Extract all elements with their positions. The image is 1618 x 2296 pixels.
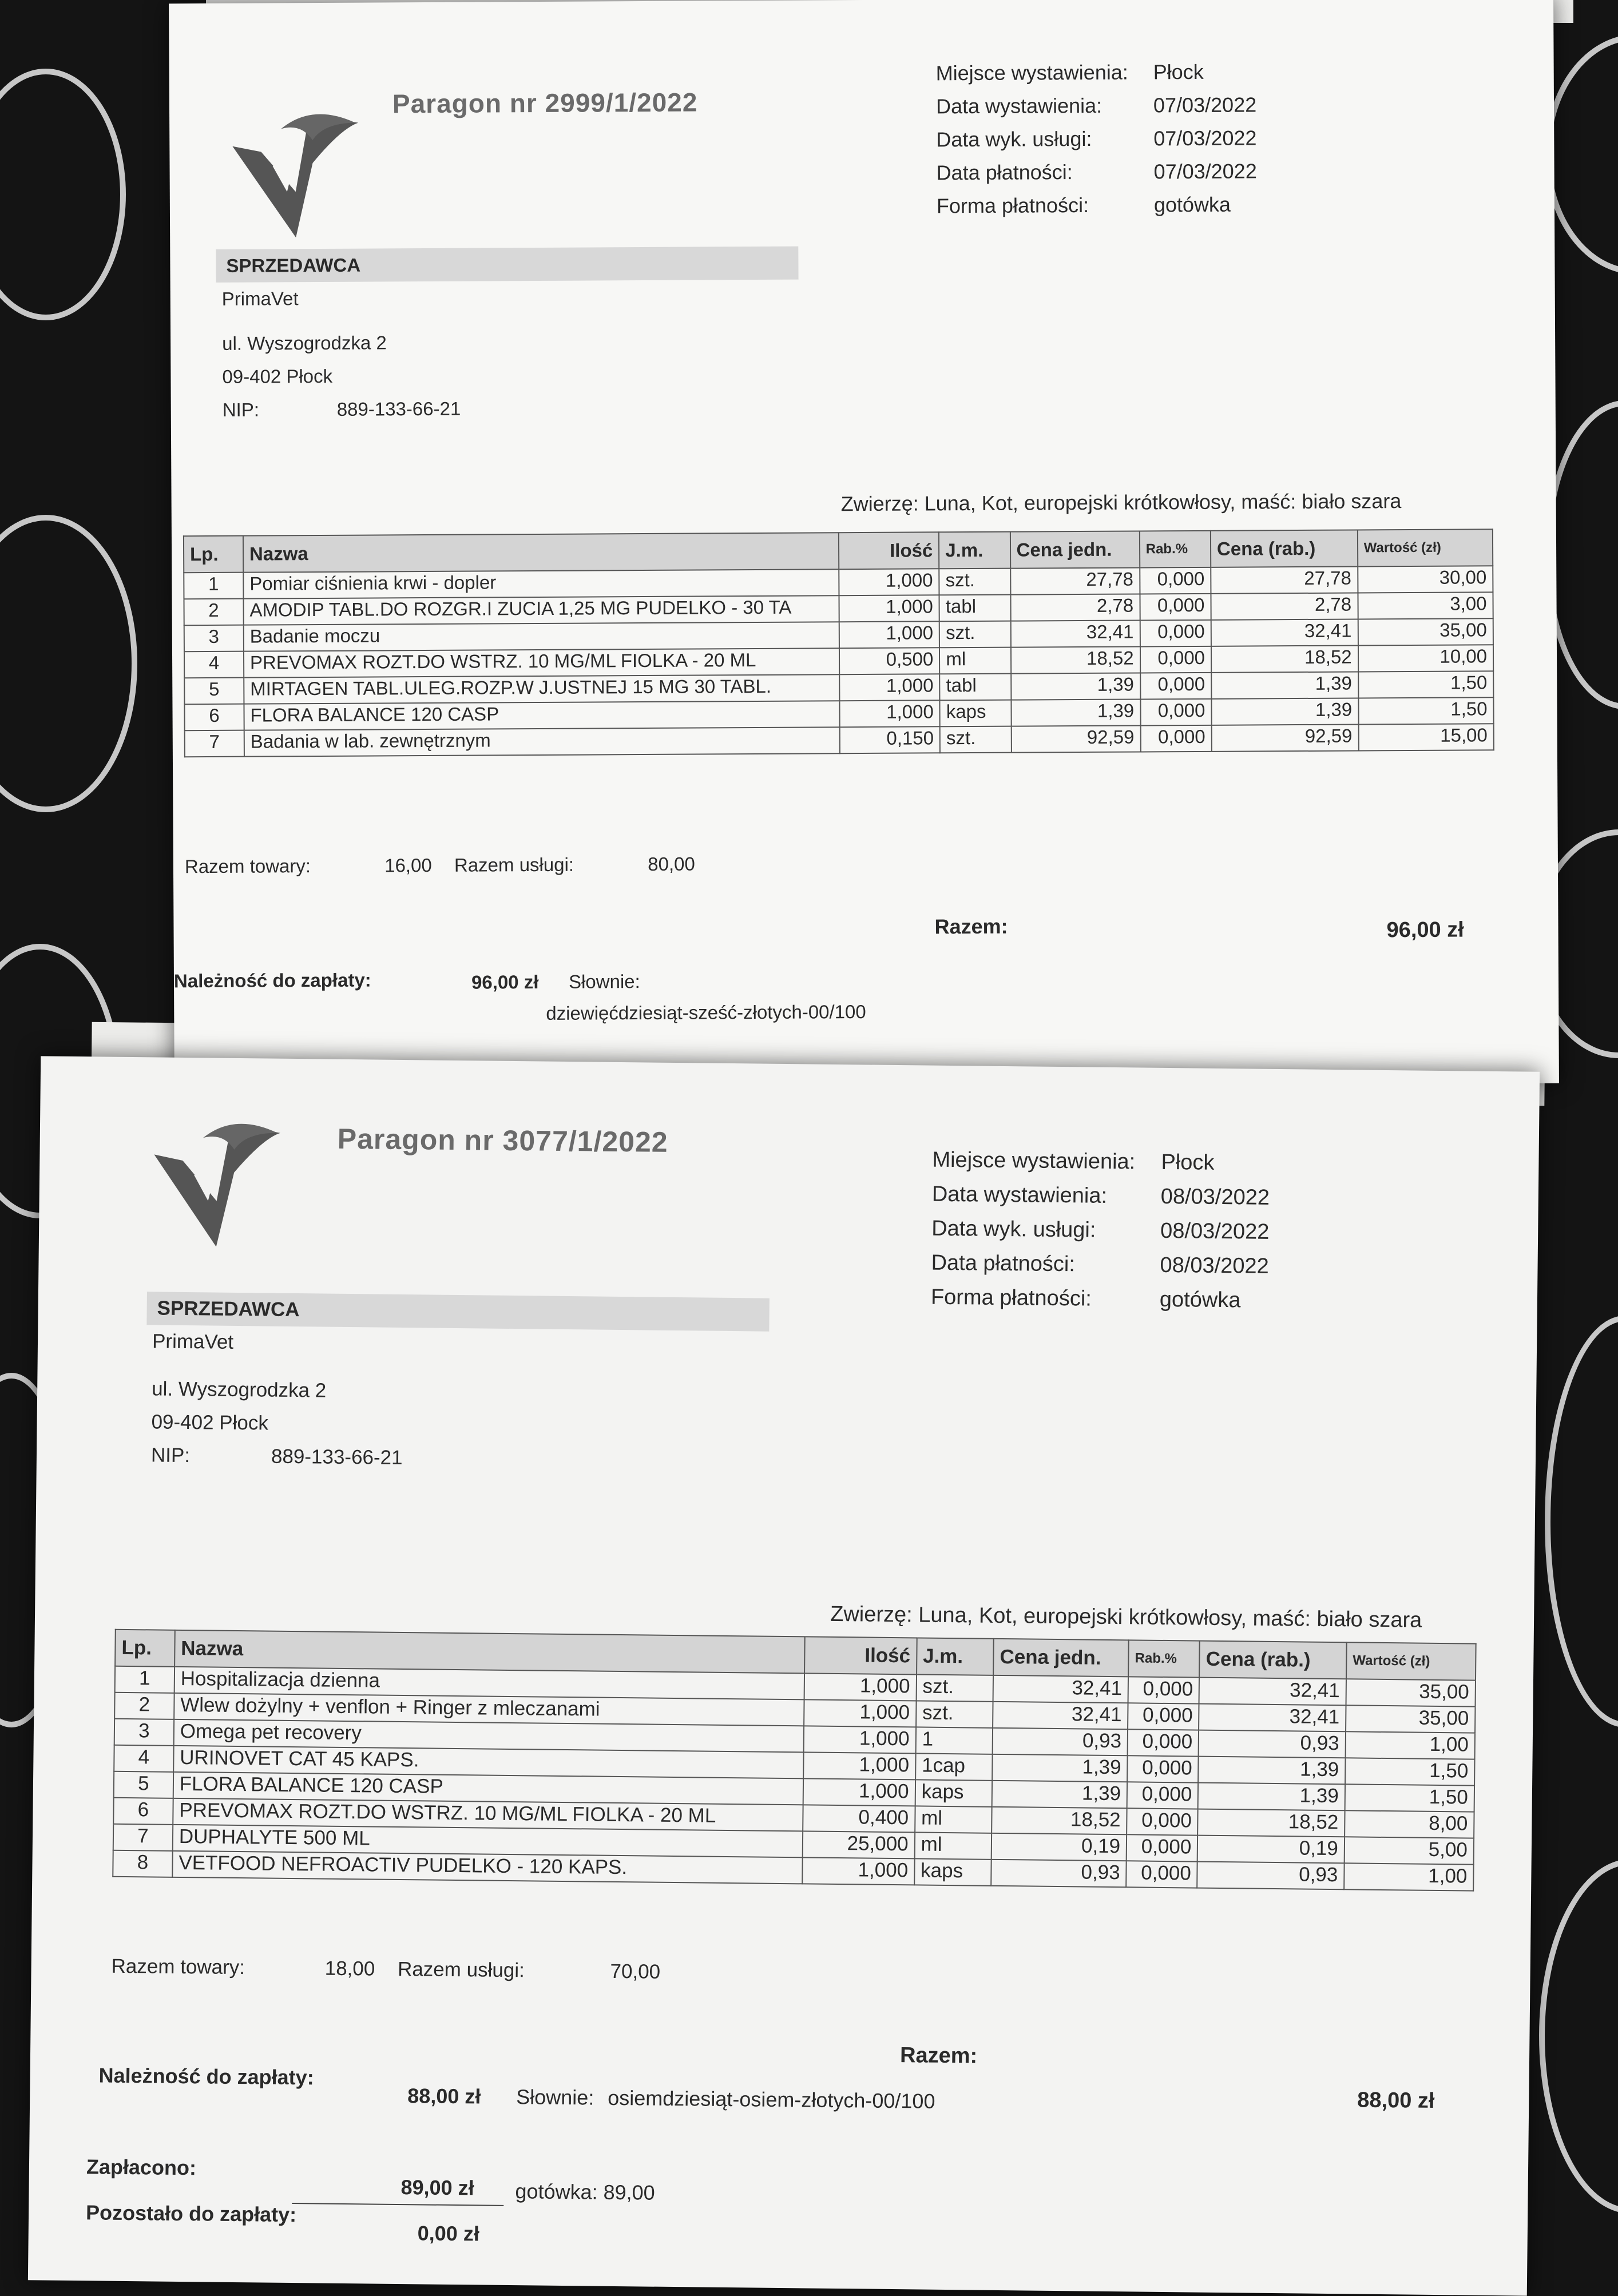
- cell-value: 30,00: [1358, 566, 1493, 593]
- naleznosc-value: 88,00 zł: [407, 2084, 481, 2108]
- cell-name: FLORA BALANCE 120 CASP: [173, 1772, 804, 1805]
- cell-rab: 0,000: [1128, 1677, 1200, 1703]
- meta-label: Miejsce wystawienia:: [932, 1147, 1136, 1174]
- col-header: J.m.: [939, 532, 1010, 569]
- cell-rab: 0,000: [1127, 1834, 1198, 1861]
- cell-price: 32,41: [1010, 620, 1140, 647]
- meta-row: [931, 1280, 1269, 1318]
- meta-label: Data płatności:: [931, 1250, 1076, 1277]
- cell-lp: 4: [184, 652, 244, 678]
- col-header: Rab.%: [1128, 1640, 1200, 1677]
- cell-name: Omega pet recovery: [173, 1719, 804, 1753]
- razem-uslugi-value: 70,00: [610, 1960, 661, 1983]
- cell-name: DUPHALYTE 500 ML: [173, 1825, 803, 1858]
- meta-label: Miejsce wystawienia:: [935, 60, 1128, 85]
- seller-heading: SPRZEDAWCA: [146, 1292, 770, 1331]
- cell-qty: 1,000: [839, 621, 939, 648]
- seller-heading: SPRZEDAWCA: [216, 247, 798, 283]
- cell-unit: 1: [915, 1727, 993, 1754]
- cell-qty: 0,400: [803, 1805, 915, 1832]
- col-header: J.m.: [917, 1638, 994, 1675]
- cell-unit: kaps: [915, 1779, 992, 1806]
- razem-uslugi-label: Razem usługi:: [397, 1957, 525, 1982]
- meta-value: 08/03/2022: [1160, 1218, 1270, 1244]
- cell-price-rab: 1,39: [1199, 1757, 1346, 1785]
- cell-rab: 0,000: [1127, 1782, 1199, 1809]
- cell-name: Badania w lab. zewnętrznym: [244, 727, 840, 756]
- meta-row: [931, 1211, 1270, 1249]
- cell-price-rab: 1,39: [1198, 1783, 1345, 1811]
- cell-rab: 0,000: [1128, 1703, 1199, 1730]
- cell-name: Hospitalizacja dzienna: [174, 1667, 804, 1700]
- naleznosc-value: 96,00 zł: [471, 971, 539, 993]
- fabric-swirl: [1545, 1316, 1618, 1727]
- cell-price: 0,19: [992, 1833, 1127, 1861]
- cell-price-rab: 1,39: [1211, 672, 1358, 698]
- cell-lp: 3: [184, 625, 244, 652]
- col-header: Cena (rab.): [1199, 1641, 1346, 1679]
- cell-lp: 8: [113, 1850, 172, 1877]
- naleznosc-label: Należność do zapłaty:: [173, 969, 371, 992]
- cell-rab: 0,000: [1140, 725, 1212, 752]
- razem-towary-value: 16,00: [384, 854, 432, 876]
- razem-towary-label: Razem towary:: [184, 855, 311, 877]
- cell-qty: 1,000: [803, 1778, 915, 1806]
- cell-qty: 1,000: [803, 1752, 915, 1779]
- cell-lp: 1: [184, 573, 243, 599]
- cell-lp: 4: [114, 1745, 173, 1772]
- cell-value: 15,00: [1358, 724, 1494, 750]
- col-header: Cena jedn.: [1010, 531, 1139, 568]
- cell-price: 18,52: [1010, 646, 1140, 673]
- meta-row: [936, 154, 1256, 189]
- seller-street: ul. Wyszogrodzka 2: [222, 332, 387, 354]
- clinic-logo-icon: [227, 106, 364, 244]
- seller-nip-row: [223, 391, 799, 427]
- cell-price: 32,41: [993, 1675, 1129, 1703]
- cell-name: MIRTAGEN TABL.ULEG.ROZP.W J.USTNEJ 15 MG 30 TABL.: [244, 674, 839, 704]
- razem-value: 96,00 zł: [1386, 917, 1464, 943]
- meta-value: 08/03/2022: [1160, 1184, 1270, 1210]
- cell-lp: 1: [115, 1666, 175, 1693]
- cell-value: 1,00: [1345, 1731, 1475, 1759]
- receipt-meta: [936, 55, 1258, 223]
- receipt-sheet-1: [169, 0, 1559, 1090]
- cell-price: 2,78: [1010, 594, 1140, 621]
- meta-value: gotówka: [1159, 1287, 1241, 1313]
- animal-info: Zwierzę: Luna, Kot, europejski krótkowłosy, maść: biało szara: [840, 489, 1402, 516]
- cell-unit: ml: [915, 1806, 992, 1833]
- seller-name: PrimaVet: [221, 288, 299, 309]
- cell-price: 1,39: [992, 1754, 1128, 1782]
- cell-name: PREVOMAX ROZT.DO WSTRZ. 10 MG/ML FIOLKA - 20 ML: [173, 1798, 803, 1832]
- cell-name: FLORA BALANCE 120 CASP: [244, 701, 839, 730]
- cell-value: 1,50: [1345, 1784, 1475, 1812]
- cell-name: URINOVET CAT 45 KAPS.: [173, 1746, 804, 1779]
- cell-unit: szt.: [939, 569, 1010, 595]
- meta-label: Forma płatności:: [930, 1285, 1092, 1311]
- cell-qty: 1,000: [804, 1699, 916, 1727]
- cell-price-rab: 32,41: [1199, 1704, 1346, 1732]
- seller-nip: 889-133-66-21: [271, 1445, 403, 1469]
- receipt-meta: [931, 1143, 1270, 1318]
- seller-street: ul. Wyszogrodzka 2: [151, 1377, 327, 1402]
- slownie-label: Słownie:: [568, 971, 640, 992]
- zaplacono-label: Zapłacono:: [86, 2155, 197, 2180]
- cell-qty: 1,000: [839, 595, 939, 622]
- col-header: Ilość: [839, 532, 939, 569]
- cell-unit: ml: [914, 1832, 992, 1859]
- seller-nip-row: [151, 1439, 768, 1478]
- cell-price: 0,93: [991, 1860, 1127, 1887]
- razem-value: 88,00 zł: [1357, 2088, 1435, 2113]
- items-table: [183, 529, 1494, 757]
- col-header: Nazwa: [175, 1630, 805, 1674]
- seller-block: [145, 1292, 770, 1478]
- cell-lp: 6: [113, 1798, 173, 1825]
- cell-price: 18,52: [992, 1807, 1127, 1834]
- receipt-title: Paragon nr 2999/1/2022: [392, 87, 698, 119]
- cell-qty: 1,000: [839, 700, 939, 727]
- meta-row: [936, 55, 1256, 90]
- cell-qty: 1,000: [839, 569, 939, 595]
- cell-value: 10,00: [1358, 645, 1494, 672]
- receipt-sheet-2: [28, 1056, 1540, 2295]
- pozostalo-label: Pozostało do zapłaty:: [85, 2200, 297, 2227]
- slownie-value: osiemdziesiąt-osiem-złotych-00/100: [608, 2086, 935, 2113]
- razem-uslugi-label: Razem usługi:: [454, 853, 574, 876]
- meta-label: Data wystawienia:: [931, 1182, 1108, 1208]
- cell-price: 1,39: [992, 1781, 1128, 1808]
- cell-name: Pomiar ciśnienia krwi - dopler: [243, 569, 839, 598]
- cell-price: 1,39: [1011, 699, 1140, 726]
- cell-lp: 7: [113, 1824, 173, 1851]
- cell-rab: 0,000: [1127, 1755, 1199, 1782]
- razem-uslugi-value: 80,00: [648, 853, 695, 875]
- items-table-body: [113, 1666, 1476, 1891]
- meta-value: Płock: [1161, 1150, 1215, 1175]
- cell-qty: 0,500: [839, 648, 939, 674]
- fabric-swirl: [0, 69, 126, 320]
- cell-qty: 1,000: [804, 1673, 917, 1701]
- slownie-label: Słownie:: [516, 2085, 594, 2110]
- meta-label: Data wyk. usługi:: [936, 126, 1092, 152]
- seller-city: 09-402 Płock: [222, 365, 333, 387]
- cell-unit: szt.: [916, 1674, 993, 1701]
- meta-value: 07/03/2022: [1153, 126, 1257, 150]
- cell-value: 35,00: [1358, 618, 1493, 645]
- cell-unit: szt.: [939, 621, 1011, 648]
- seller-nip-label: NIP:: [222, 399, 260, 420]
- cell-value: 8,00: [1345, 1810, 1474, 1838]
- cell-price-rab: 0,93: [1197, 1862, 1345, 1890]
- meta-value: gotówka: [1153, 192, 1231, 217]
- cell-price-rab: 18,52: [1211, 645, 1358, 672]
- razem-towary-row: [185, 853, 695, 878]
- meta-value: 07/03/2022: [1153, 159, 1257, 184]
- cell-value: 3,00: [1358, 592, 1493, 619]
- cell-price-rab: 32,41: [1199, 1678, 1346, 1706]
- cell-price: 27,78: [1010, 567, 1140, 594]
- cell-qty: 0,150: [840, 726, 940, 753]
- seller-city: 09-402 Płock: [151, 1411, 269, 1435]
- zaplacono-value: 89,00 zł: [400, 2175, 474, 2200]
- meta-label: Forma płatności:: [936, 193, 1089, 218]
- fabric-swirl: [0, 515, 137, 812]
- gotowka-note: gotówka: 89,00: [515, 2179, 655, 2204]
- cell-qty: 1,000: [804, 1726, 916, 1753]
- meta-value: 08/03/2022: [1160, 1253, 1269, 1278]
- naleznosc-label: Należność do zapłaty:: [98, 2063, 314, 2090]
- cell-rab: 0,000: [1140, 594, 1211, 621]
- cell-unit: 1cap: [915, 1753, 993, 1780]
- animal-info: Zwierzę: Luna, Kot, europejski krótkowłosy, maść: biało szara: [830, 1602, 1422, 1632]
- cell-rab: 0,000: [1127, 1808, 1198, 1835]
- cell-rab: 0,000: [1128, 1729, 1199, 1756]
- pozostalo-value: 0,00 zł: [417, 2221, 480, 2246]
- cell-unit: kaps: [940, 700, 1012, 727]
- cell-price: 0,93: [993, 1728, 1128, 1755]
- cell-price: 32,41: [993, 1702, 1128, 1729]
- items-table-body: [184, 566, 1494, 757]
- cell-lp: 5: [114, 1771, 173, 1798]
- col-header: Wartość (zł): [1346, 1642, 1476, 1680]
- seller-nip-label: NIP:: [150, 1444, 191, 1467]
- col-header: Cena (rab.): [1211, 530, 1358, 567]
- cell-price-rab: 18,52: [1198, 1809, 1345, 1837]
- cell-value: 5,00: [1345, 1837, 1474, 1864]
- cell-name: Wlew dożylny + venflon + Ringer z mleczanami: [174, 1693, 804, 1726]
- cell-lp: 2: [114, 1693, 174, 1719]
- cell-price-rab: 27,78: [1211, 566, 1358, 593]
- col-header: Nazwa: [243, 533, 839, 572]
- cell-qty: 1,000: [802, 1857, 914, 1885]
- cell-rab: 0,000: [1140, 673, 1212, 700]
- cell-price-rab: 1,39: [1211, 698, 1358, 725]
- cell-unit: ml: [939, 648, 1011, 674]
- meta-label: Data płatności:: [936, 160, 1073, 185]
- cell-name: Badanie moczu: [244, 622, 839, 651]
- razem-towary-row: [111, 1955, 660, 1984]
- col-header: Lp.: [115, 1630, 175, 1667]
- seller-name: PrimaVet: [152, 1330, 234, 1353]
- fabric-swirl: [1545, 34, 1618, 275]
- cell-value: 1,50: [1358, 671, 1494, 698]
- cell-rab: 0,000: [1140, 646, 1212, 673]
- cell-lp: 5: [184, 678, 244, 705]
- table-header-row: [184, 529, 1493, 573]
- cell-name: AMODIP TABL.DO ROZGR.I ZUCIA 1,25 MG PUDELKO - 30 TA: [243, 595, 839, 625]
- meta-row: [936, 121, 1256, 156]
- fabric-swirl: [1539, 1859, 1618, 2214]
- cell-value: 1,00: [1344, 1863, 1474, 1890]
- cell-name: PREVOMAX ROZT.DO WSTRZ. 10 MG/ML FIOLKA - 20 ML: [244, 648, 839, 677]
- cell-price-rab: 2,78: [1211, 593, 1358, 619]
- cell-value: 35,00: [1346, 1705, 1476, 1733]
- meta-row: [936, 88, 1256, 123]
- cell-value: 1,50: [1345, 1758, 1475, 1785]
- col-header: Rab.%: [1140, 531, 1211, 568]
- cell-unit: szt.: [940, 726, 1012, 753]
- cell-price: 1,39: [1011, 673, 1140, 700]
- cell-lp: 3: [114, 1719, 174, 1746]
- cell-price-rab: 0,93: [1199, 1730, 1346, 1758]
- cell-value: 35,00: [1346, 1679, 1476, 1706]
- cell-rab: 0,000: [1140, 567, 1211, 594]
- cell-lp: 7: [185, 730, 244, 757]
- cell-price-rab: 92,59: [1212, 724, 1359, 751]
- razem-label: Razem:: [934, 914, 1008, 939]
- meta-label: Data wyk. usługi:: [931, 1216, 1096, 1242]
- col-header: Lp.: [184, 536, 243, 573]
- cell-unit: tabl: [939, 674, 1011, 701]
- seller-nip: 889-133-66-21: [336, 398, 461, 420]
- divider: [292, 2203, 503, 2206]
- meta-row: [931, 1246, 1269, 1284]
- items-table: [112, 1629, 1476, 1892]
- slownie-value: dziewięćdziesiąt-sześć-złotych-00/100: [546, 1000, 866, 1024]
- meta-label: Data wystawienia:: [935, 93, 1103, 118]
- col-header: Cena jedn.: [993, 1639, 1129, 1677]
- col-header: Wartość (zł): [1358, 529, 1493, 566]
- razem-towary-label: Razem towary:: [111, 1955, 245, 1979]
- cell-unit: szt.: [916, 1701, 993, 1727]
- razem-label: Razem:: [899, 2043, 978, 2068]
- cell-price-rab: 0,19: [1197, 1836, 1345, 1864]
- col-header: Ilość: [804, 1636, 917, 1674]
- meta-value: Płock: [1153, 59, 1204, 84]
- meta-row: [932, 1143, 1270, 1181]
- cell-value: 1,50: [1358, 697, 1494, 724]
- seller-block: [216, 247, 799, 427]
- receipt-title: Paragon nr 3077/1/2022: [337, 1122, 668, 1158]
- cell-rab: 0,000: [1140, 699, 1212, 726]
- cell-price-rab: 32,41: [1211, 619, 1358, 646]
- cell-qty: 25,000: [803, 1831, 915, 1858]
- cell-price: 92,59: [1011, 725, 1140, 752]
- meta-row: [937, 188, 1257, 223]
- cell-unit: tabl: [939, 595, 1011, 622]
- cell-lp: 2: [184, 599, 243, 626]
- meta-value: 07/03/2022: [1153, 93, 1257, 117]
- cell-name: VETFOOD NEFROACTIV PUDELKO - 120 KAPS.: [172, 1851, 803, 1884]
- clinic-logo-icon: [148, 1114, 287, 1253]
- razem-towary-value: 18,00: [324, 1957, 375, 1980]
- meta-row: [932, 1177, 1270, 1215]
- cell-lp: 6: [184, 704, 244, 731]
- cell-rab: 0,000: [1140, 620, 1211, 647]
- cell-qty: 1,000: [839, 674, 939, 701]
- cell-rab: 0,000: [1126, 1861, 1197, 1888]
- cell-unit: kaps: [914, 1858, 992, 1885]
